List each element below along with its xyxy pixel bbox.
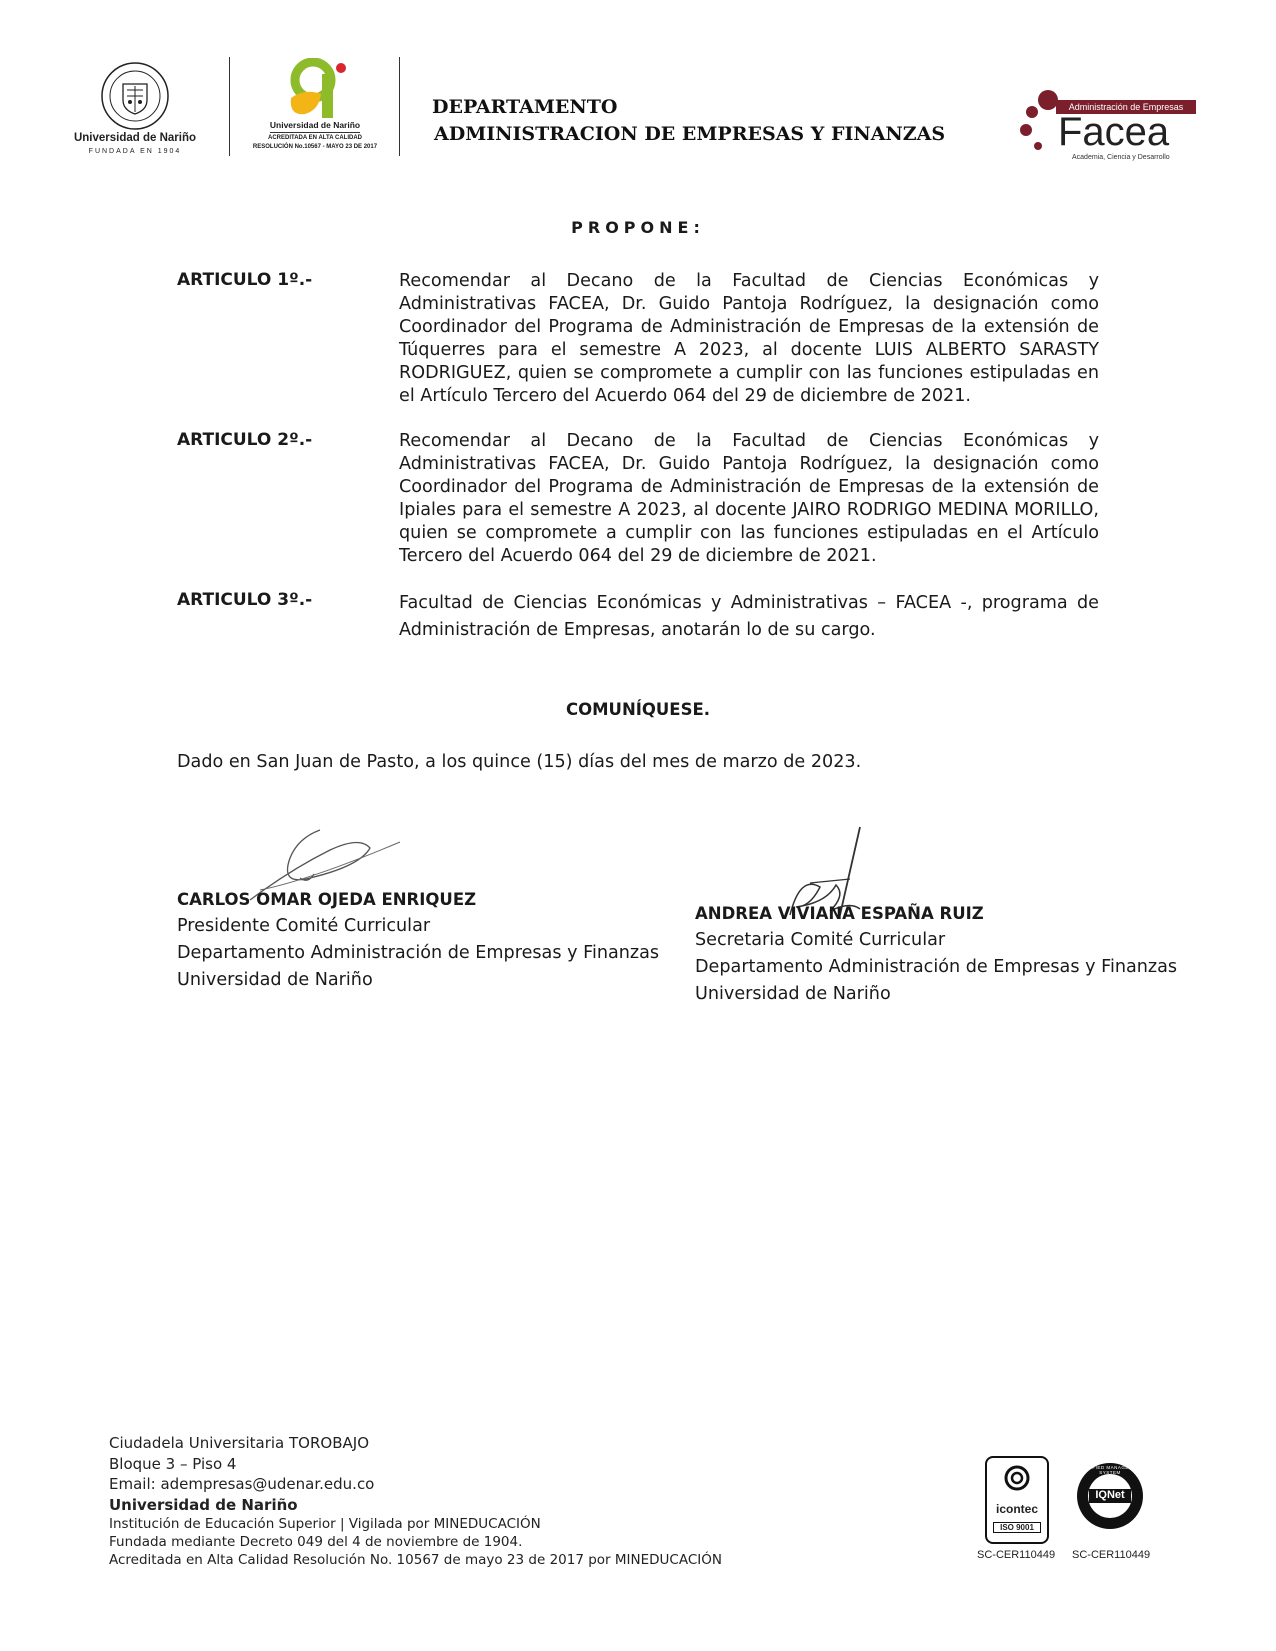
ai-logo-icon [245, 58, 385, 122]
ai-logo-rule [270, 132, 360, 133]
universidad-narino-logo [70, 60, 200, 165]
ai-logo-line2: RESOLUCIÓN No.10567 - MAYO 23 DE 2017 [252, 144, 378, 150]
icontec-badge [985, 1456, 1049, 1544]
footer-line-7: Acreditada en Alta Calidad Resolución No. 10567 de mayo 23 de 2017 por MINEDUCACIÓN [109, 1552, 722, 1568]
signature-block-2 [695, 900, 1177, 1008]
footer-line-2: Bloque 3 – Piso 4 [109, 1454, 237, 1473]
icontec-logo-text: icontec [995, 1502, 1038, 1516]
ai-logo-line1: ACREDITADA EN ALTA CALIDAD [268, 135, 362, 141]
article-3-label: ARTICULO 3º.- [177, 590, 313, 610]
signer-2-name: ANDREA VIVIANA ESPAÑA RUIZ [695, 904, 984, 923]
university-founded: FUNDADA EN 1904 [88, 148, 182, 155]
footer-line-5: Institución de Educación Superior | Vigilada por MINEDUCACIÓN [109, 1516, 541, 1532]
department-title-line1: DEPARTAMENTO [432, 96, 618, 118]
signer-1-org: Universidad de Nariño [177, 970, 373, 990]
icontec-code: SC-CER110449 [977, 1549, 1056, 1561]
facea-tagline: Academia, Ciencia y Desarrollo [1072, 154, 1170, 161]
signer-1-dept: Departamento Administración de Empresas y Finanzas [177, 943, 660, 963]
footer-line-3: Email: adempresas@udenar.edu.co [109, 1475, 375, 1493]
university-name: Universidad de Nariño [73, 132, 197, 144]
propone-heading: PROPONE: [571, 218, 705, 237]
header-divider [229, 57, 230, 156]
department-title-line2: ADMINISTRACION DE EMPRESAS Y FINANZAS [434, 123, 946, 145]
signature-block-1 [177, 886, 659, 994]
dated-statement: Dado en San Juan de Pasto, a los quince (15) días del mes de marzo de 2023. [177, 752, 862, 772]
article-3-text: Facultad de Ciencias Económicas y Administrativas – FACEA -, programa de Administración de Empresas, anotarán lo de su cargo. [399, 593, 1099, 640]
iqnet-logo-text: IQNet [1095, 1489, 1125, 1501]
footer-line-1: Ciudadela Universitaria TOROBAJO [109, 1434, 369, 1452]
ai-logo-university: Universidad de Nariño [269, 120, 361, 130]
article-2-label: ARTICULO 2º.- [177, 430, 313, 450]
footer-address [109, 1433, 722, 1569]
signer-2-org: Universidad de Nariño [695, 984, 891, 1004]
article-1-label: ARTICULO 1º.- [177, 270, 313, 290]
iqnet-code: SC-CER110449 [1072, 1549, 1151, 1561]
footer-line-4: Universidad de Nariño [109, 1495, 298, 1514]
signer-2-dept: Departamento Administración de Empresas y Finanzas [695, 957, 1178, 977]
footer-line-6: Fundada mediante Decreto 049 del 4 de noviembre de 1904. [109, 1534, 523, 1550]
article-2-text: Recomendar al Decano de la Facultad de Ciencias Económicas y Administrativas FACEA, Dr. Guido Pantoja Rodríguez, la designación como Coordinador del Programa de Administración de Empresas de la extensión de Ipiales para el semestre A 2023, al docente JAIRO RODRIGO MEDINA MORILLO, quien se compromete a cumplir con las funciones estipuladas en el Artículo Tercero del Acuerdo 064 del 29 de diciembre de 2021. [399, 431, 1099, 566]
iqnet-badge [1075, 1461, 1145, 1531]
facea-banner: Administración de Empresas [1056, 100, 1196, 114]
comuniquese-heading: COMUNÍQUESE. [565, 700, 711, 719]
signer-1-name: CARLOS OMAR OJEDA ENRIQUEZ [177, 890, 477, 909]
icontec-icon [987, 1458, 1047, 1498]
iqnet-ring-text: CERTIFIED MANAGEMENT SYSTEM [1076, 1465, 1144, 1475]
article-1-text: Recomendar al Decano de la Facultad de Ciencias Económicas y Administrativas FACEA, Dr. Guido Pantoja Rodríguez, la designación como Coordinador del Programa de Administración de Empresas de la extensión de Túquerres para el semestre A 2023, al docente LUIS ALBERTO SARASTY RODRIGUEZ, quien se compromete a cumplir con las funciones estipuladas en el Artículo Tercero del Acuerdo 064 del 29 de diciembre de 2021. [399, 271, 1099, 406]
icontec-iso: ISO 9001 [993, 1522, 1041, 1533]
signer-1-role: Presidente Comité Curricular [177, 916, 431, 936]
ai-accreditation-logo [245, 58, 385, 158]
header-divider-2 [399, 57, 400, 156]
facea-name: Facea [1058, 110, 1170, 154]
facea-logo [1020, 88, 1210, 168]
signer-2-role: Secretaria Comité Curricular [695, 930, 946, 950]
